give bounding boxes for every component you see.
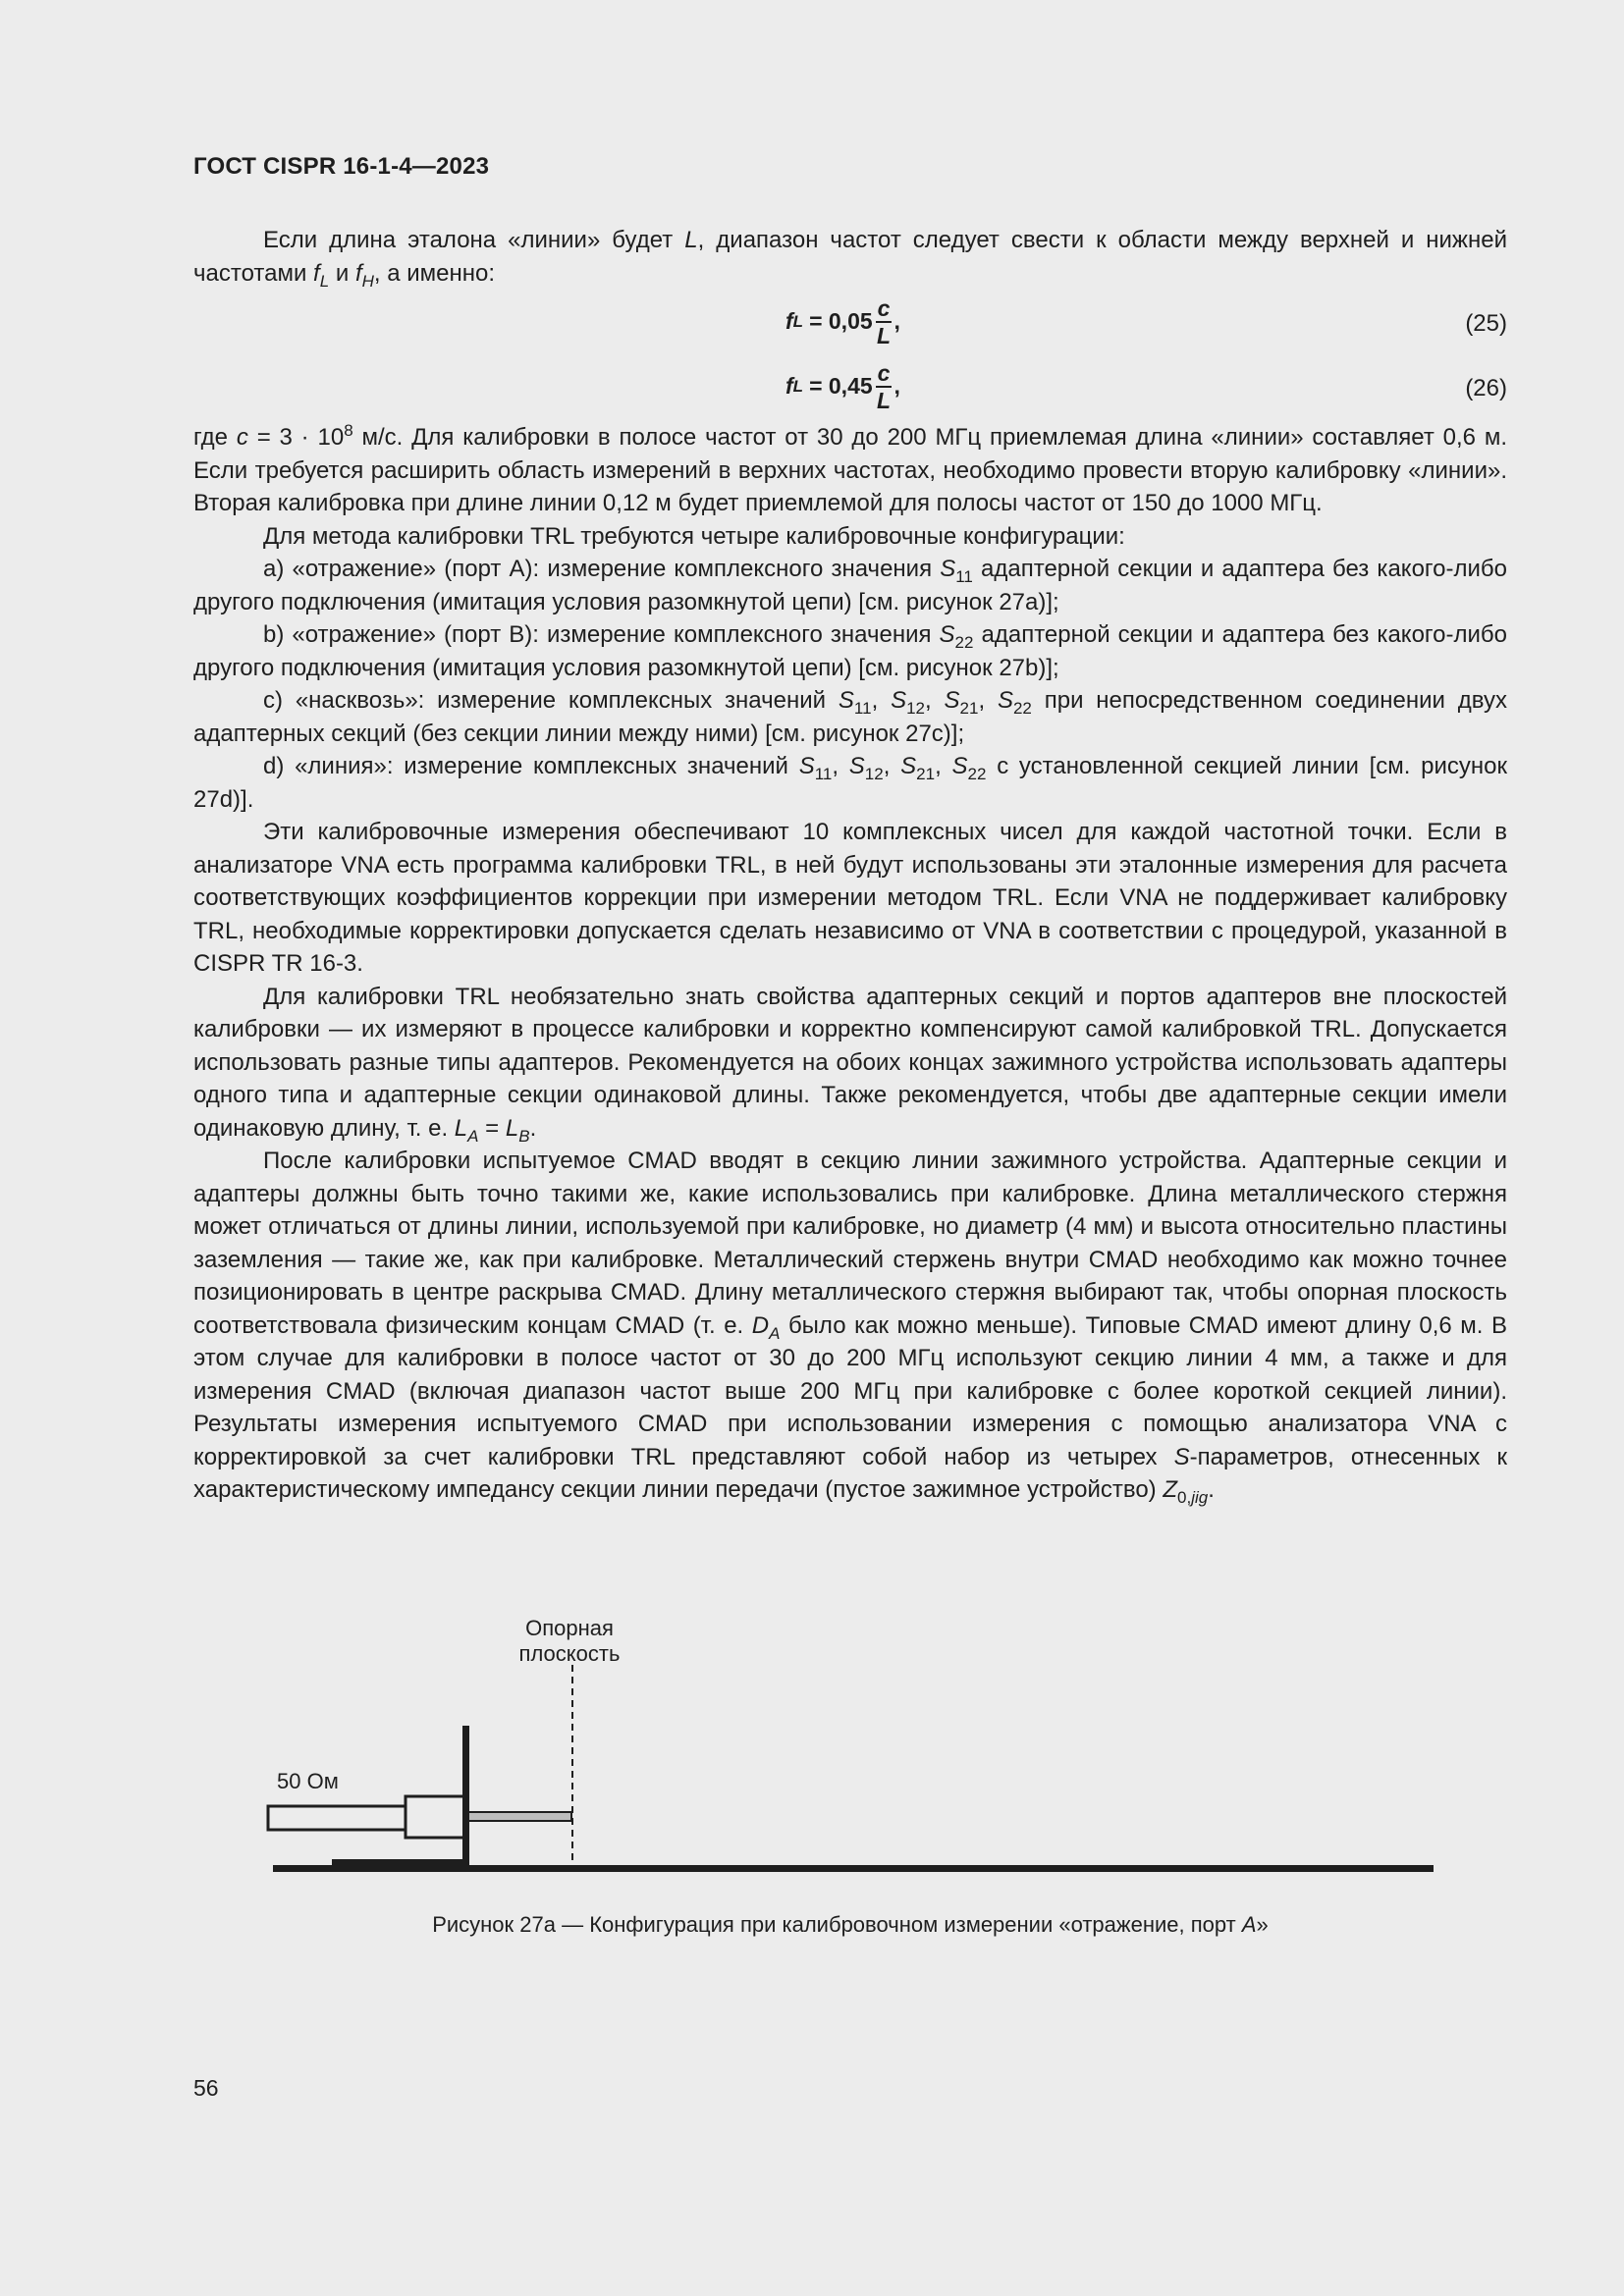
figure-caption: Рисунок 27a — Конфигурация при калибровочном измерении «отражение, порт A»	[432, 1912, 1269, 1937]
vertical-wall	[462, 1726, 469, 1868]
page-number: 56	[193, 2075, 219, 2101]
paragraph-where: где $c = 3 \cdot 10^8$ м/с. Для калибровки в полосе частот от 30 до 200 МГц приемлемая длина «линии» составляет 0,6 м. Если требуется расширить область измерений в верхних частотах, необходимо провести вторую калибровку «линии». Вторая калибровка при длине линии 0,12 м будет приемлемой для полосы частот от 150 до 1000 МГц.	[193, 421, 1508, 516]
adapter-block	[406, 1796, 464, 1838]
load-block	[268, 1806, 406, 1830]
list-item-d: d) «линия»: измерение комплексных значений $S_{11}$, $S_{12}$, $S_{21}$, $S_{22}$ с установленной секцией линии [см. рисунок 27d)].	[193, 753, 1508, 813]
paragraph-configurations: Для метода калибровки TRL требуются четыре калибровочные конфигурации:	[263, 522, 1125, 550]
equation-number: (25)	[1465, 310, 1507, 337]
formula-25: f L = 0,05 $\frac{c}{L}$ , (25)	[785, 295, 1507, 348]
list-item-a: a) «отражение» (порт A): измерение комплексного значения $S_{11}$ адаптерной секции и адаптера без какого-либо другого подключения (имитация условия разомкнутой цепи) [см. рисунок 27a)];	[193, 556, 1507, 615]
formula-26: f L = 0,45 $\frac{c}{L}$ , (26)	[785, 360, 1507, 413]
list-item-c: c) «насквозь»: измерение комплексных значений $S_{11}$, $S_{12}$, $S_{21}$, $S_{22}$ при непосредственном соединении двух адаптерных секций (без секции линии между ними) [см. рисунок 27c)];	[193, 687, 1507, 747]
ground-step	[332, 1859, 469, 1866]
equation-number: (26)	[1465, 375, 1507, 401]
calibration-diagram	[255, 1610, 1453, 1895]
reference-plane-label: Опорная плоскость	[518, 1616, 621, 1666]
metal-rod	[466, 1812, 571, 1821]
body-text	[193, 224, 1507, 1507]
paragraph-trl: Для калибровки TRL необязательно знать свойства адаптерных секций и портов адаптеров вне плоскостей калибровки — их измеряют в процессе калибровки и корректно компенсируют самой калибровкой TRL. Допускается использовать разные типы адаптеров. Рекомендуется на обоих концах зажимного устройства использовать адаптеры одного типа и адаптерные секции одинаковой длины. Также рекомендуется, чтобы две адаптерные секции имели одинаковую длину, т. е. $L_A = L_B$.	[193, 983, 1507, 1146]
paragraph-intro: Если длина эталона «линии» будет L, диапазон частот следует свести к области между верхней и нижней частотами $f_L$ и $f_H$, а именно:	[193, 227, 1507, 291]
paragraph-cmad: После калибровки испытуемое CMAD вводят в секцию линии зажимного устройства. Адаптерные секции и адаптеры должны быть точно такими же, какие использовались при калибровке. Длина металлического стержня может отличаться от длины линии, используемой при калибровке, но диаметр (4 мм) и высота относительно пластины заземления — такие же, как при калибровке. Металлический стержень внутри CMAD необходимо как можно точнее позиционировать в центре раскрыва CMAD. Длину металлического стержня выбирают так, чтобы опорная плоскость соответствовала физическим концам CMAD (т. е. $D_A$ было как можно меньше). Типовые CMAD имеют длину 0,6 м. В этом случае для калибровки в полосе частот от 30 до 200 МГц используют секцию линии 4 мм, а также и для измерения CMAD (включая диапазон частот выше 200 МГц при калибровке с более короткой секцией линии). Результаты измерения испытуемого CMAD при использовании измерения с помощью анализатора VNA с корректировкой за счет калибровки TRL представляют собой набор из четырех S-параметров, отнесенных к характеристическому импедансу секции линии передачи (пустое зажимное устройство) $Z_{0,jig}$.	[193, 1148, 1507, 1507]
list-item-b: b) «отражение» (порт B): измерение комплексного значения $S_{22}$ адаптерной секции и адаптера без какого-либо другого подключения (имитация условия разомкнутой цепи) [см. рисунок 27b)];	[193, 621, 1507, 681]
document-header: ГОСТ CISPR 16-1-4—2023	[193, 153, 490, 180]
paragraph-measurements: Эти калибровочные измерения обеспечивают 10 комплексных чисел для каждой частотной точки. Если в анализаторе VNA есть программа калибровки TRL, в ней будут использованы эти эталонные измерения для расчета соответствующих коэффициентов коррекции при измерении методом TRL. Если VNA не поддерживает калибровку TRL, необходимые корректировки допускается сделать независимо от VNA в соответствии с процедурой, указанной в CISPR TR 16-3.	[193, 819, 1507, 977]
ground-plane	[273, 1865, 1434, 1872]
figure-27a	[255, 1610, 1453, 1895]
load-label: 50 Ом	[277, 1769, 339, 1793]
